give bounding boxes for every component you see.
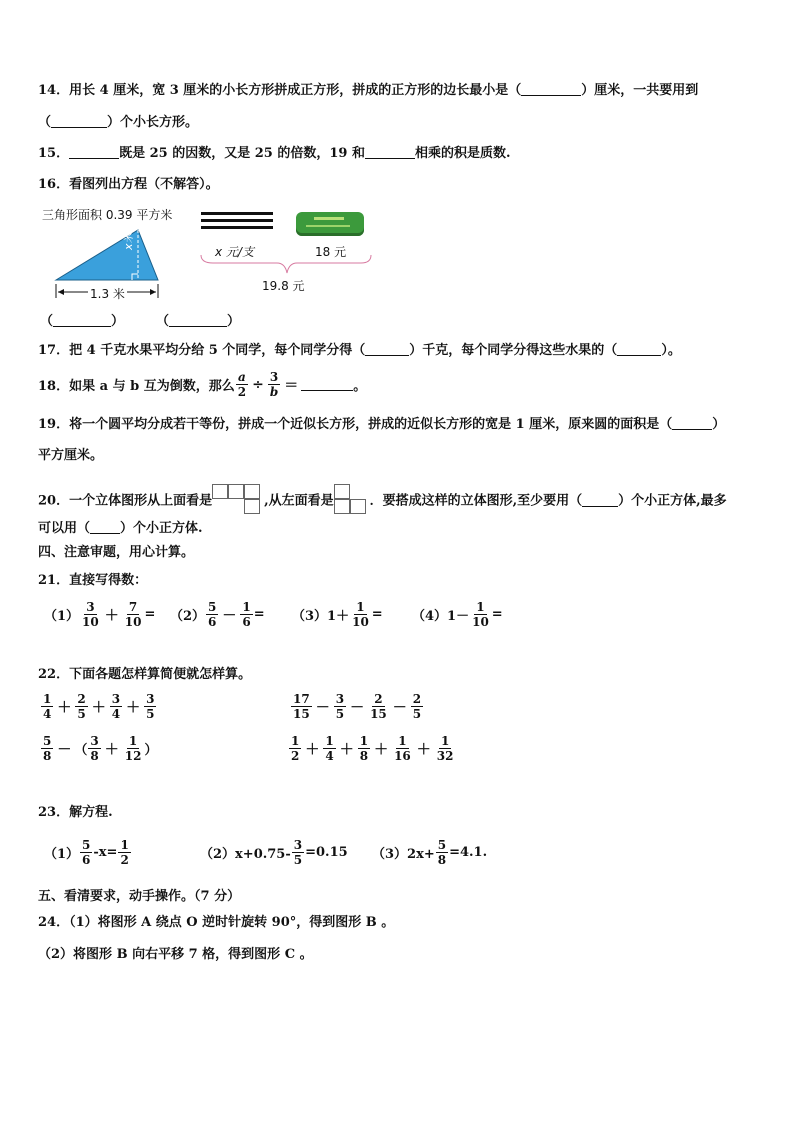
q16-answer-2: （ ）: [156, 314, 241, 329]
base-arrow-left: [58, 289, 64, 295]
q22-expr-a: $\frac{1}{4}$ ＋ $\frac{2}{5}$ ＋ $\frac{3}{4}$ ＋ $\frac{3}{5}$: [43, 692, 155, 721]
q19-blank[interactable]: [672, 417, 712, 430]
section-5-heading: 五、看清要求，动手操作。（7 分）: [38, 889, 241, 904]
pen-price-label: x 元/支: [215, 245, 254, 259]
base-arrow-right: [150, 289, 156, 295]
q22-expr-b: $\frac{17}{15}$ － $\frac{3}{5}$ － $\frac{2}{15}$ － $\frac{2}{5}$: [293, 692, 422, 721]
q17-blank-2[interactable]: [617, 343, 661, 356]
q19-line2: 平方厘米。: [38, 448, 104, 463]
q14-blank-count[interactable]: [51, 115, 107, 128]
q15-blank-2[interactable]: [365, 146, 415, 159]
q21-item-2: （2） $\frac{5}{6}$ － $\frac{1}{6}$ =: [170, 600, 265, 629]
q15-blank-1[interactable]: [69, 146, 119, 159]
q20-blank-max[interactable]: [90, 521, 120, 534]
left-view-figure: [334, 484, 370, 518]
pen-1: [201, 212, 273, 215]
q15-line: 15． 既是 25 的因数，又是 25 的倍数，19 和 相乘的积是质数.: [38, 146, 511, 161]
q22-expr-d: $\frac{1}{2}$ ＋ $\frac{1}{4}$ ＋ $\frac{1}{8}$ ＋ $\frac{1}{16}$ ＋ $\frac{1}{32}$: [291, 734, 454, 763]
q16-title: 16．看图列出方程（不解答）。: [38, 177, 219, 192]
box-price-label: 18 元: [315, 245, 347, 259]
section-4-heading: 四、注意审题，用心计算。: [38, 545, 195, 560]
q18-blank[interactable]: [301, 378, 353, 391]
q18-frac-3-b: $\frac{3}{b}$: [269, 370, 279, 399]
height-label: x米: [122, 232, 135, 250]
q23-eq-3: （3）2x+ $\frac{5}{8}$ =4.1.: [372, 838, 488, 867]
q21-title: 21．直接写得数：: [38, 573, 148, 588]
q21-item-4: （4）1－ $\frac{1}{10}$ =: [412, 600, 503, 629]
triangle-caption: 三角形面积 0.39 平方米: [42, 208, 173, 222]
q16-answer-1: （ ）: [40, 314, 125, 329]
pencil-box-icon: [296, 212, 364, 236]
q14-blank-side[interactable]: [521, 83, 581, 96]
q23-eq-2: （2）x+0.75- $\frac{3}{5}$ =0.15: [200, 838, 348, 867]
q23-eq-1: （1） $\frac{5}{6}$ -x= $\frac{1}{2}$: [44, 838, 129, 867]
triangle-figure: [40, 222, 180, 322]
q20-line2: 可以用（ ）个小正方体.: [38, 521, 203, 536]
q16-blank-2[interactable]: [169, 314, 227, 327]
q18-line: 18．如果 a 与 b 互为倒数，那么 $\frac{a}{2}$ ÷ $\frac{3}{b}$ ＝ 。: [38, 370, 367, 399]
pen-2: [201, 219, 273, 222]
triangle-shape: [56, 230, 158, 280]
top-view-figure: [212, 484, 264, 518]
base-label: 1.3 米: [90, 287, 125, 301]
q19-line1: 19．将一个圆平均分成若干等份，拼成一个近似长方形，拼成的近似长方形的宽是 1 厘米，原来圆的面积是（ ）: [38, 417, 726, 432]
q20-line1: 20．一个立体图形从上面看是 ,从左面看是 ．要搭成这样的立体图形,至少要用（ ）个小正方体,最多: [38, 484, 727, 518]
q24-line1: 24．（1）将图形 A 绕点 O 逆时针旋转 90°，得到图形 B 。: [38, 915, 395, 930]
q22-title: 22．下面各题怎样算简便就怎样算。: [38, 667, 252, 682]
total-price-label: 19.8 元: [262, 279, 305, 293]
pen-3: [201, 226, 273, 229]
q16-blank-1[interactable]: [53, 314, 111, 327]
q23-title: 23．解方程.: [38, 805, 113, 820]
q20-blank-min[interactable]: [582, 494, 618, 507]
q21-item-3: （3）1＋ $\frac{1}{10}$ =: [292, 600, 383, 629]
q24-line2: （2）将图形 B 向右平移 7 格，得到图形 C 。: [38, 947, 313, 962]
q14-line1: 14．用长 4 厘米，宽 3 厘米的小长方形拼成正方形，拼成的正方形的边长最小是（ ）厘米，一共要用到: [38, 83, 699, 98]
q22-expr-c: $\frac{5}{8}$ － （ $\frac{3}{8}$ ＋ $\frac{1}{12}$ ）: [43, 734, 158, 763]
q18-frac-a-2: $\frac{a}{2}$: [237, 370, 247, 399]
q21-item-1: （1） $\frac{3}{10}$ ＋ $\frac{7}{10}$ =: [44, 600, 156, 629]
q14-line2: （ ）个小长方形。: [38, 115, 199, 130]
pen-stack: [201, 212, 273, 229]
q17-blank-1[interactable]: [365, 343, 409, 356]
total-bracket: [199, 253, 379, 277]
q17-line: 17．把 4 千克水果平均分给 5 个同学，每个同学分得（ ）千克，每个同学分得这些水果的（ ）。: [38, 343, 681, 358]
